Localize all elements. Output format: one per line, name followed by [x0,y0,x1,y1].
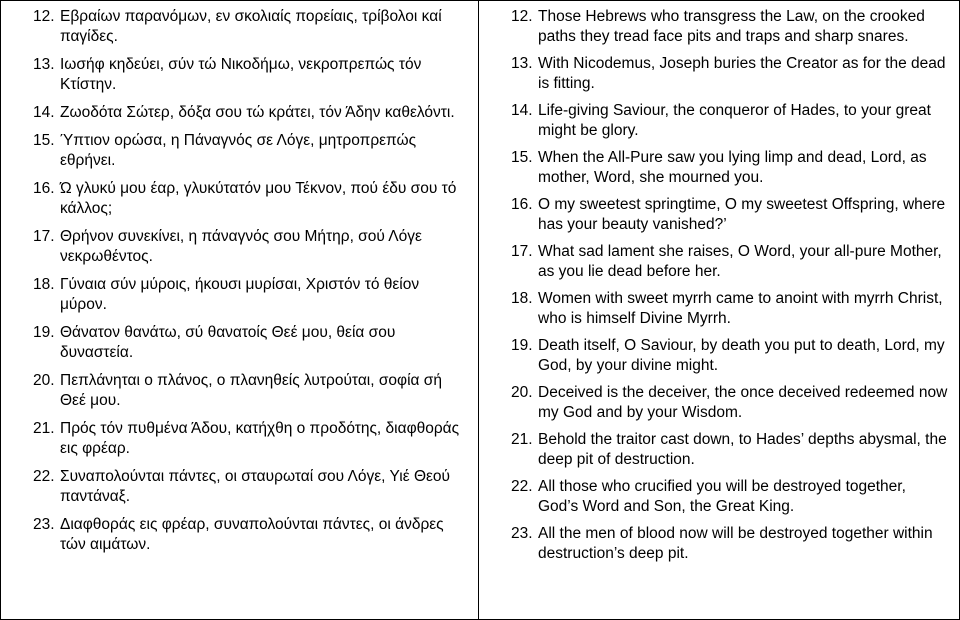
greek-verse [33,371,470,411]
verse-number: 14. [33,104,55,121]
verse-number: 22. [511,478,533,495]
verse-text: Ώ γλυκύ μου έαρ, γλυκύτατόν μου Τέκνον, πού έδυ σου τό κάλλος; [60,180,457,217]
english-verse [511,524,949,564]
verse-text: Θάνατον θανάτω, σύ θανατοίς Θεέ μου, θεία σου δυναστεία. [60,324,396,361]
verse-text: With Nicodemus, Joseph buries the Creator as for the dead is fitting. [538,55,946,92]
verse-number: 20. [511,384,533,401]
greek-verse [33,103,470,123]
verse-text: Death itself, O Saviour, by death you put to death, Lord, my God, by your divine might. [538,337,945,374]
verse-number: 13. [511,55,533,72]
greek-verse [33,55,470,95]
greek-verse [33,131,470,171]
verse-number: 18. [511,290,533,307]
english-verse [511,477,949,517]
verse-text: Ζωοδότα Σώτερ, δόξα σου τώ κράτει, τόν Άδην καθελόντι. [60,104,455,121]
greek-verse [33,275,470,315]
verse-text: All the men of blood now will be destroyed together within destruction’s deep pit. [538,525,933,562]
english-verse [511,242,949,282]
verse-number: 18. [33,276,55,293]
verse-text: Life-giving Saviour, the conqueror of Hades, to your great might be glory. [538,102,931,139]
greek-verse [33,179,470,219]
verse-text: Behold the traitor cast down, to Hades’ depths abysmal, the deep pit of destruction. [538,431,947,468]
greek-verse [33,323,470,363]
verse-text: Θρήνον συνεκίνει, η πάναγνός σου Μήτηρ, σού Λόγε νεκρωθέντος. [60,228,422,265]
verse-text: Εβραίων παρανόμων, εν σκολιαίς πορείαις, τρίβολοι καί παγίδες. [60,8,442,45]
english-verse [511,54,949,94]
verse-number: 17. [511,243,533,260]
english-verse [511,7,949,47]
english-verse [511,195,949,235]
verse-text: Ύπτιον ορώσα, η Πάναγνός σε Λόγε, μητροπρεπώς εθρήνει. [60,132,417,169]
verse-number: 19. [511,337,533,354]
verse-text: Women with sweet myrrh came to anoint with myrrh Christ, who is himself Divine Myrrh. [538,290,943,327]
verse-number: 21. [33,420,55,437]
verse-text: Those Hebrews who transgress the Law, on the crooked paths they tread face pits and traps and sharp snares. [538,8,925,45]
english-verse [511,336,949,376]
verse-text: Deceived is the deceiver, the once deceived redeemed now my God and by your Wisdom. [538,384,948,421]
verse-number: 12. [511,8,533,25]
verse-number: 20. [33,372,55,389]
verse-number: 12. [33,8,55,25]
verse-text: Διαφθοράς εις φρέαρ, συναπολούνται πάντες, οι άνδρες τών αιμάτων. [60,516,444,553]
english-verse [511,430,949,470]
verse-text: Πρός τόν πυθμένα Άδου, κατήχθη ο προδότης, διαφθοράς εις φρέαρ. [60,420,460,457]
verse-text: Συναπολούνται πάντες, οι σταυρωταί σου Λόγε, Υιέ Θεού παντάναξ. [60,468,451,505]
verse-number: 14. [511,102,533,119]
greek-verse [33,227,470,267]
verse-number: 15. [511,149,533,166]
english-column [479,1,959,619]
verse-number: 15. [33,132,55,149]
verse-number: 23. [511,525,533,542]
verse-number: 22. [33,468,55,485]
verse-text: All those who crucified you will be destroyed together, God’s Word and Son, the Great King. [538,478,906,515]
verse-number: 17. [33,228,55,245]
greek-verse [33,467,470,507]
verse-text: Γύναια σύν μύροις, ήκουσι μυρίσαι, Χριστόν τό θείον μύρον. [60,276,420,313]
verse-text: What sad lament she raises, O Word, your all-pure Mother, as you lie dead before her. [538,243,942,280]
greek-column [1,1,479,619]
verse-number: 13. [33,56,55,73]
verse-text: O my sweetest springtime, O my sweetest Offspring, where has your beauty vanished?’ [538,196,946,233]
greek-verse [33,515,470,555]
verse-number: 19. [33,324,55,341]
verse-number: 21. [511,431,533,448]
english-verse [511,101,949,141]
verse-number: 16. [511,196,533,213]
greek-verse [33,419,470,459]
verse-text: Ιωσήφ κηδεύει, σύν τώ Νικοδήμω, νεκροπρεπώς τόν Κτίστην. [60,56,422,93]
english-verse [511,383,949,423]
english-verse [511,289,949,329]
verse-text: Πεπλάνηται ο πλάνος, ο πλανηθείς λυτρούται, σοφία σή Θεέ μου. [60,372,442,409]
greek-verse [33,7,470,47]
english-verse [511,148,949,188]
verse-text: When the All-Pure saw you lying limp and dead, Lord, as mother, Word, she mourned you. [538,149,927,186]
verse-number: 23. [33,516,55,533]
verse-number: 16. [33,180,55,197]
